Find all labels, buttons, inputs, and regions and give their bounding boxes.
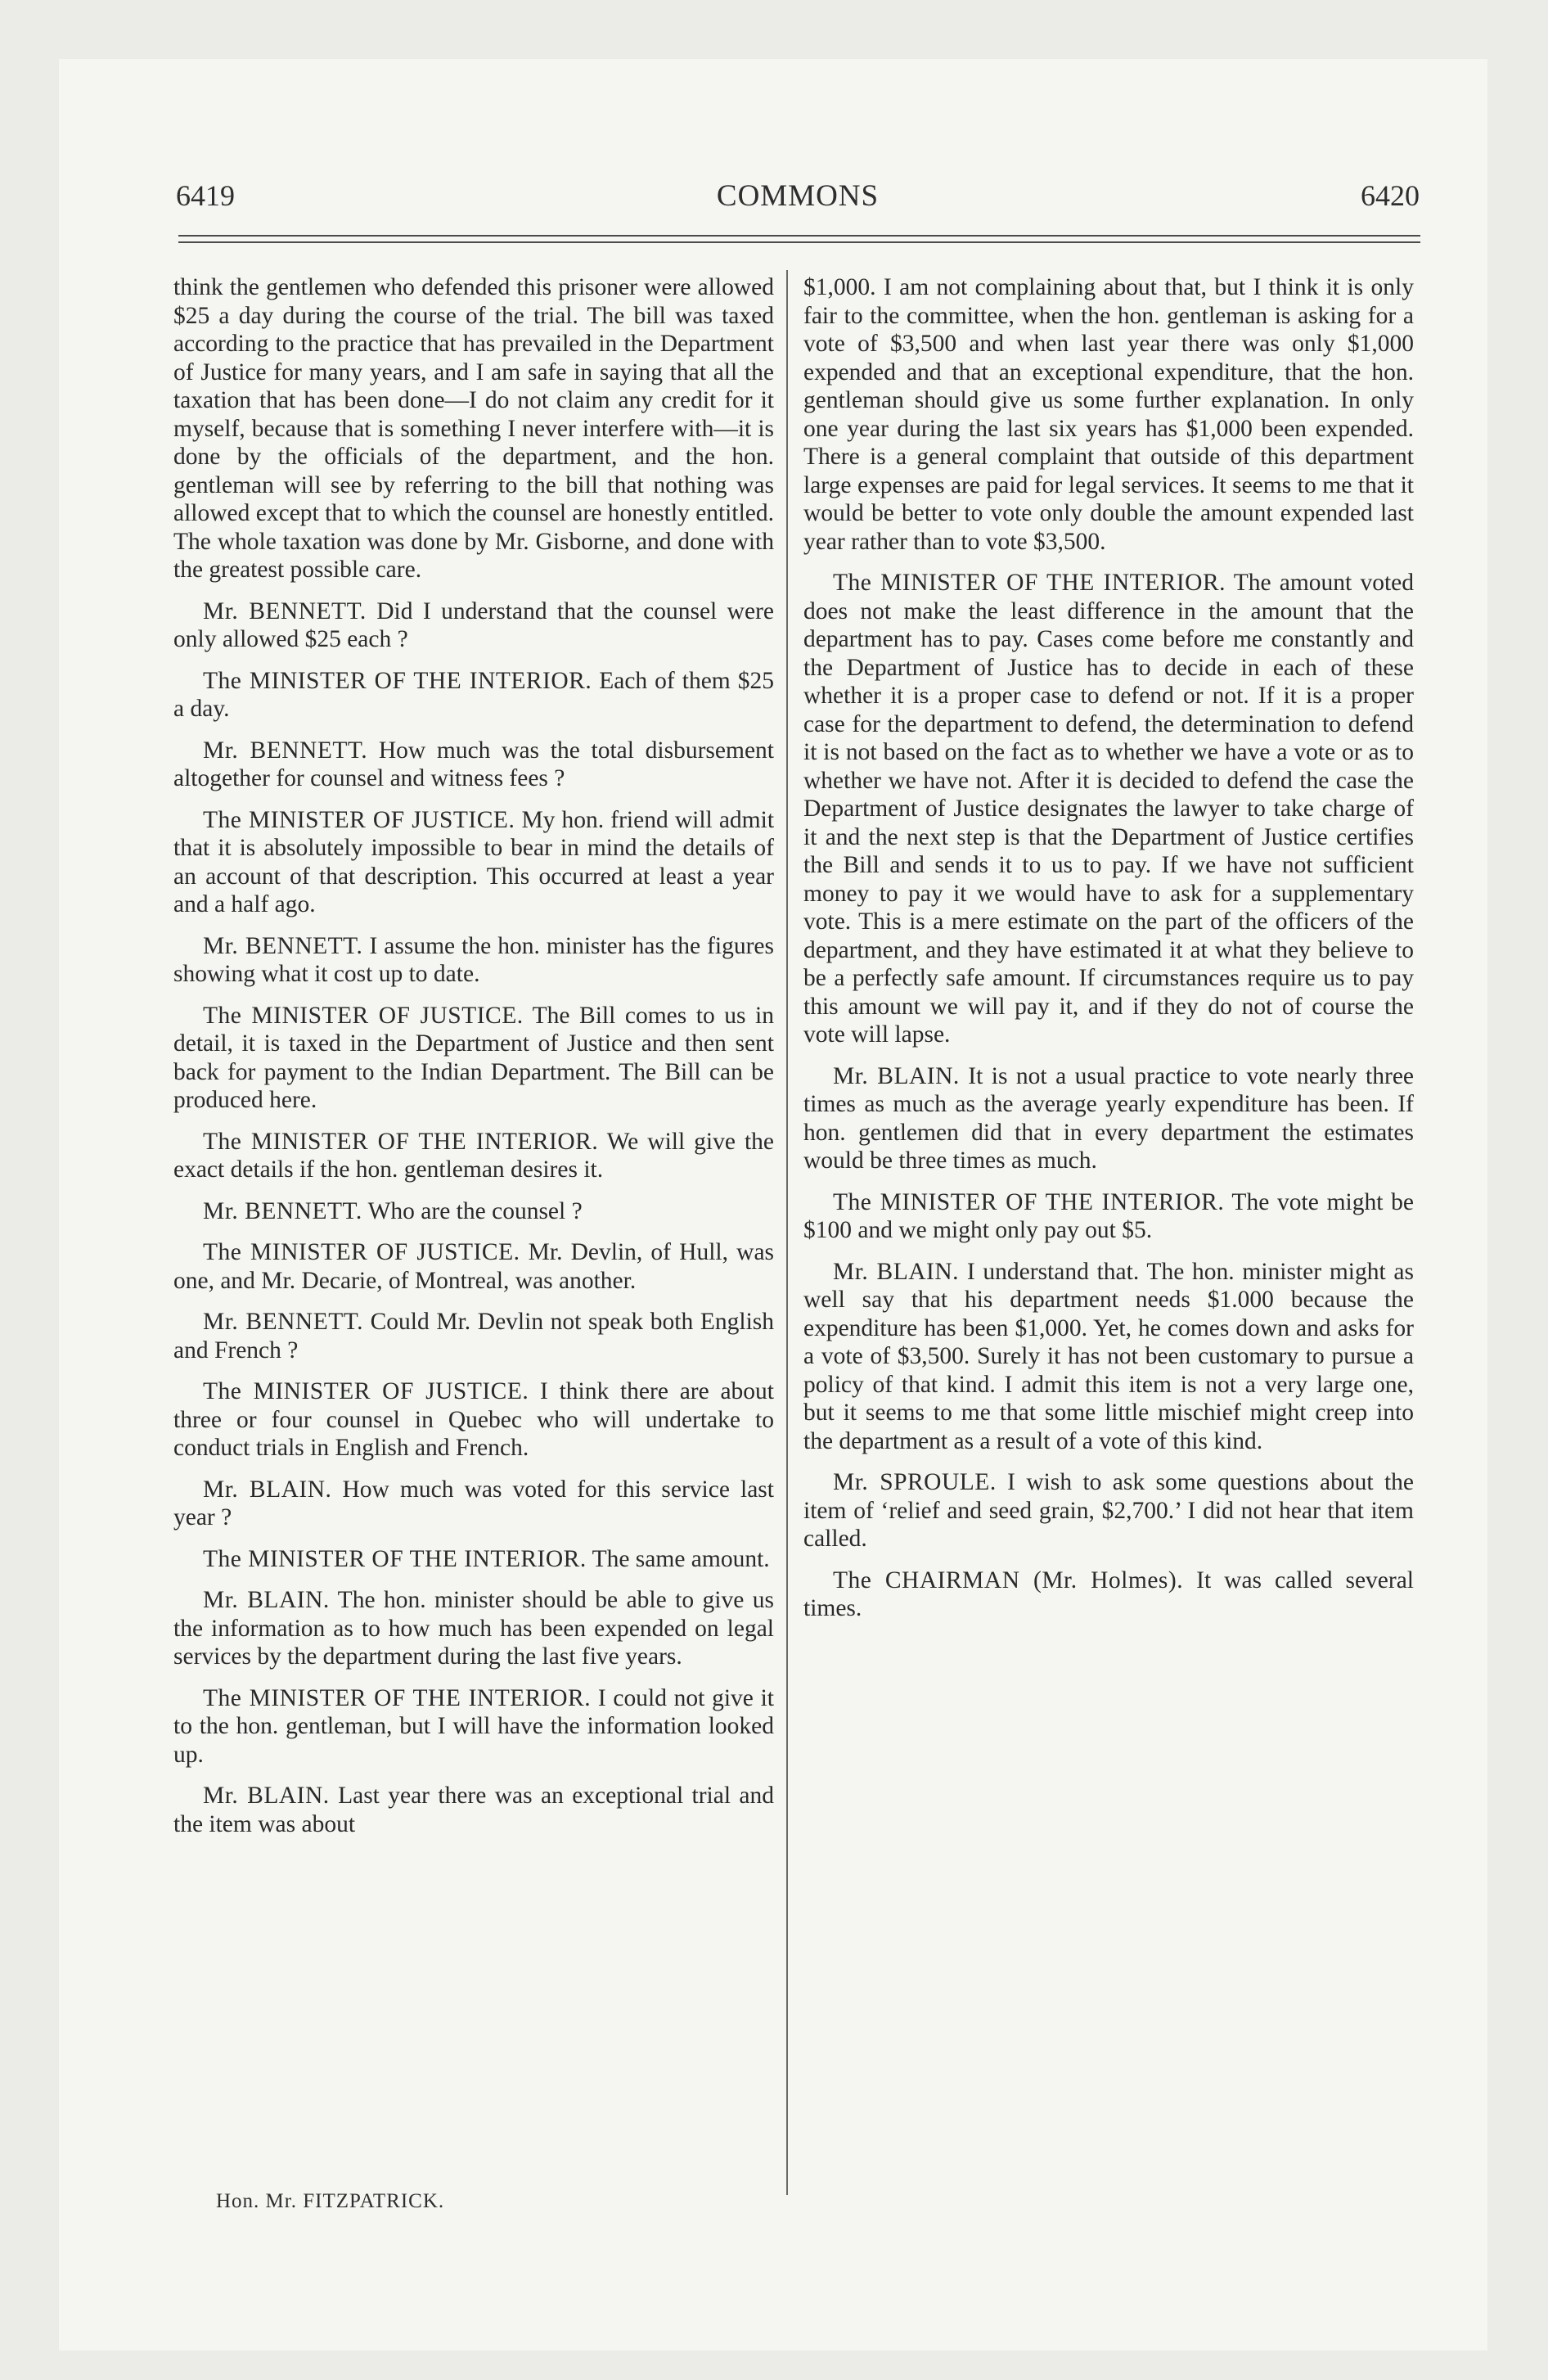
speech-text: Each of them $25 a day. (173, 667, 774, 722)
right-column (803, 273, 1414, 1636)
speech-text: Did I understand that the counsel were only allowed $25 each ? (173, 597, 774, 652)
speaker-name: Mr. BENNETT. (203, 932, 363, 959)
paragraph (803, 569, 1414, 1049)
paragraph (803, 1062, 1414, 1175)
speaker-name: The MINISTER OF JUSTICE. (203, 1239, 520, 1265)
speech-text: think the gentlemen who defended this prisoner were allowed $25 a day during the course of the trial. The bill was taxed according to the practice that has prevailed in the Department of Justice for many years, and I am safe in saying that all the taxation that has been done—I do not claim any credit for it myself, because that is something I never interfere with—it is done by the officials of the department, and the hon. gentleman will see by referring to the bill that nothing was allowed except that to which the counsel are honestly entitled. The whole taxation was done by Mr. Gisborne, and done with the greatest possible care. (173, 274, 774, 583)
header-rule (178, 241, 1420, 243)
speaker-name: Mr. BLAIN. (833, 1258, 960, 1285)
paragraph (173, 806, 774, 919)
paragraph (173, 1002, 774, 1115)
speaker-name: The MINISTER OF THE INTERIOR. (203, 1128, 599, 1155)
speaker-name: Mr. BLAIN. (203, 1587, 330, 1613)
paragraph (173, 667, 774, 723)
speaker-name: The MINISTER OF JUSTICE. (203, 1378, 529, 1404)
paragraph (173, 737, 774, 793)
speech-text: It was called several times. (803, 1566, 1414, 1621)
speech-text: The Bill comes to us in detail, it is taxed in the Department of Justice and then sent back for payment to the Indian Department. The Bill can be produced here. (173, 1002, 774, 1113)
paragraph (173, 1782, 774, 1838)
paragraph (803, 1468, 1414, 1553)
paragraph (173, 1476, 774, 1532)
paragraph (173, 1308, 774, 1364)
speaker-name: The MINISTER OF THE INTERIOR. (203, 1545, 587, 1572)
speech-text: Mr. Devlin, of Hull, was one, and Mr. Decarie, of Montreal, was another. (173, 1239, 775, 1294)
paragraph (173, 932, 774, 989)
speaker-name: Mr. SPROULE. (833, 1469, 997, 1495)
running-footer: Hon. Mr. FITZPATRICK. (216, 2190, 445, 2212)
speech-text: I assume the hon. minister has the figures showing what it cost up to date. (173, 932, 774, 987)
header-rule (178, 235, 1420, 237)
speaker-name: Mr. BENNETT. (203, 597, 367, 624)
paragraph (803, 1566, 1414, 1623)
speech-text: How much was voted for this service last year ? (173, 1476, 774, 1530)
page-number-left: 6419 (176, 179, 235, 212)
speaker-name: Mr. BLAIN. (833, 1062, 960, 1089)
speaker-name: The MINISTER OF THE INTERIOR. (203, 1684, 592, 1711)
speech-text: We will give the exact details if the hon. gentleman desires it. (173, 1128, 775, 1183)
speaker-name: Mr. BENNETT. (203, 1309, 363, 1335)
speech-text: It is not a usual practice to vote nearly three times as much as the average yearly expenditure has been. If hon. gentlemen did that in every department the estimates would be three times as much. (803, 1062, 1415, 1174)
paragraph (173, 1377, 774, 1463)
speech-text: How much was the total disbursement altogether for counsel and witness fees ? (173, 737, 774, 791)
speech-text: I could not give it to the hon. gentleman, but I will have the information looked up. (173, 1684, 775, 1768)
paragraph (173, 273, 774, 584)
speaker-name: Mr. BENNETT. (203, 1197, 362, 1224)
speech-text: I understand that. The hon. minister might as well say that his department needs $1.000 because the expenditure has been $1,000. Yet, he comes down and asks for a vote of $3,500. Surely it has not been customary to pursue a policy of that kind. I admit this item is not a very large one, but it seems to me that some little mischief might creep into the department as a result of a vote of this kind. (803, 1258, 1415, 1454)
speech-text: Last year there was an exceptional trial and the item was about (173, 1783, 775, 1837)
speaker-name: The MINISTER OF THE INTERIOR. (833, 570, 1226, 596)
column-divider (786, 270, 788, 2195)
speech-text: The amount voted does not make the least difference in the amount that the department has to pay. Cases come before me constantly and the Department of Justice has to decide in each of these whether it is a proper case to defend or not. If it is a proper case for the department to defend, the determination to defend it is not based on the fact as to whether we have a vote or as to whether we have not. After it is decided to defend the case the Department of Justice designates the lawyer to take charge of it and the next step is that the Department of Justice certifies the Bill and sends it to us to pay. If we have not sufficient money to pay it we would have to ask for a supplementary vote. This is a mere estimate on the part of the officers of the department, and they have estimated it at what they believe to be a perfectly safe amount. If circumstances require us to pay this amount we will pay it, and if they do not of course the vote will lapse. (803, 570, 1414, 1048)
speaker-name: The MINISTER OF JUSTICE. (203, 1002, 524, 1029)
speech-text: Who are the counsel ? (367, 1197, 583, 1224)
page-title: COMMONS (716, 179, 880, 213)
page-number-right: 6420 (1361, 179, 1420, 212)
speech-text: I wish to ask some questions about the item of ‘relief and seed grain, $2,700.’ I did not hear that item called. (803, 1469, 1415, 1552)
speaker-name: The MINISTER OF THE INTERIOR. (833, 1188, 1225, 1215)
speaker-name: The MINISTER OF THE INTERIOR. (203, 667, 592, 694)
paragraph (173, 1238, 774, 1295)
paragraph (173, 597, 774, 654)
paragraph (173, 1586, 774, 1671)
speech-text: I think there are about three or four counsel in Quebec who will undertake to conduct trials in English and French. (173, 1378, 775, 1461)
speech-text: The hon. minister should be able to give us the information as to how much has been expended on legal services by the department during the last five years. (173, 1587, 774, 1670)
speech-text: Could Mr. Devlin not speak both English and French ? (173, 1309, 775, 1364)
paragraph (803, 1188, 1414, 1245)
paragraph (173, 1684, 774, 1769)
paragraph (803, 1258, 1414, 1456)
paragraph (803, 273, 1414, 556)
paragraph (173, 1545, 774, 1574)
speaker-name: Mr. BLAIN. (203, 1476, 332, 1503)
speaker-name: The MINISTER OF JUSTICE. (203, 806, 515, 833)
paragraph (173, 1197, 774, 1226)
speaker-name: Mr. BLAIN. (203, 1783, 330, 1809)
speech-text: $1,000. I am not complaining about that, but I think it is only fair to the committee, when the hon. gentleman is asking for a vote of $3,500 and when last year there was only $1,000 expended and that an exceptional expenditure, that the hon. gentleman should give us some further explanation. In only one year during the last six years has $1,000 been expended. There is a general complaint that outside of this department large expenses are paid for legal services. It seems to me that it would be better to vote only double the amount expended last year rather than to vote $3,500. (803, 274, 1414, 555)
speaker-name: The CHAIRMAN (Mr. Holmes). (833, 1566, 1184, 1593)
paragraph (173, 1128, 774, 1184)
speech-text: My hon. friend will admit that it is absolutely impossible to bear in mind the details of an account of that description. This occurred at least a year and a half ago. (173, 806, 775, 917)
left-column (173, 273, 774, 1851)
page-header (176, 178, 1420, 219)
speech-text: The vote might be $100 and we might only pay out $5. (803, 1188, 1414, 1243)
speaker-name: Mr. BENNETT. (203, 737, 368, 764)
speech-text: The same amount. (592, 1545, 770, 1572)
